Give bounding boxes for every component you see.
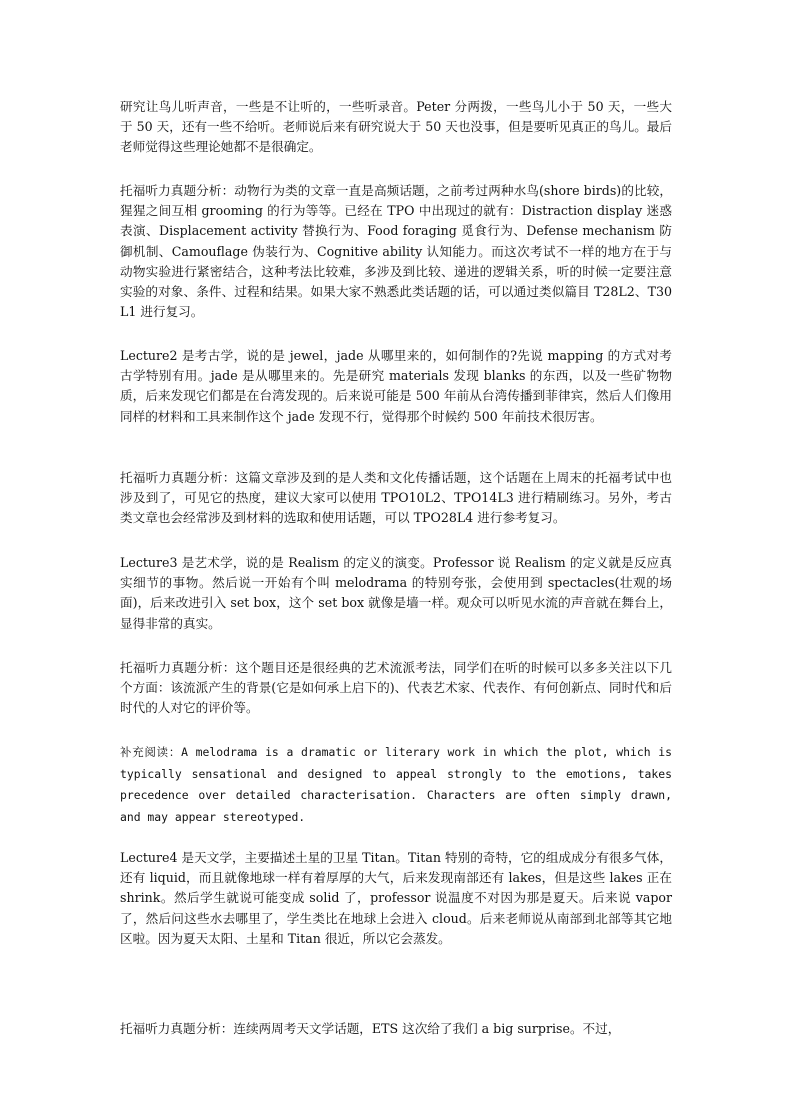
paragraph-toefl-analysis-astronomy: 托福听力真题分析：连续两周考天文学话题，ETS 这次给了我们 a big surprise。不过， <box>120 1021 621 1036</box>
paragraph-supplementary-reading: 补充阅读：A melodrama is a dramatic or literary work in which the plot, which is typically sensational and designed to appeal strongly to the emotions, takes precedence over detailed characterisation. Characters are often simply drawn, and may appear stereotyped. <box>120 745 672 824</box>
paragraph-lecture3-art: Lecture3 是艺术学，说的是 Realism 的定义的演变。Professor 说 Realism 的定义就是反应真实细节的事物。然后说一开始有个叫 melodrama 的特别夸张，会使用到 spectacles(壮观的场面)，后来改进引入 set box，这个 set box 就像是墙一样。观众可以听见水流的声音就在舞台上，显得非常的真实。 <box>120 555 672 631</box>
paragraph-toefl-analysis-art: 托福听力真题分析：这个题目还是很经典的艺术流派考法，同学们在听的时候可以多多关注以下几个方面：该流派产生的背景(它是如何承上启下的)、代表艺术家、代表作、有何创新点、同时代和后时代的人对它的评价等。 <box>120 660 672 716</box>
paragraph-toefl-analysis-culture: 托福听力真题分析：这篇文章涉及到的是人类和文化传播话题，这个话题在上周末的托福考试中也涉及到了，可见它的热度，建议大家可以使用 TPO10L2、TPO14L3 进行精刷练习。另外，考古类文章也会经常涉及到材料的选取和使用话题，可以 TPO28L4 进行参考复习。 <box>120 470 672 526</box>
paragraph-lecture4-astronomy: Lecture4 是天文学，主要描述土星的卫星 Titan。Titan 特别的奇特，它的组成成分有很多气体，还有 liquid，而且就像地球一样有着厚厚的大气，后来发现南部还有 lakes，但是这些 lakes 正在 shrink。然后学生就说可能变成 solid 了，professor 说温度不对因为那是夏天。后来说 vapor 了，然后问这些水去哪里了，学生类比在地球上会进入 cloud。后来老师说从南部到北部等其它地区啦。因为夏天太阳、土星和 Titan 很近，所以它会蒸发。 <box>120 850 672 946</box>
paragraph-lecture2-archaeology: Lecture2 是考古学，说的是 jewel，jade 从哪里来的，如何制作的?先说 mapping 的方式对考古学特别有用。jade 是从哪里来的。先是研究 materials 发现 blanks 的东西，以及一些矿物物质，后来发现它们都是在台湾发现的。后来说可能是 500 年前从台湾传播到菲律宾，然后人们像用同样的材料和工具来制作这个 jade 发现不行，觉得那个时候约 500 年前技术很厉害。 <box>120 348 672 424</box>
paragraph-toefl-analysis-animal-behavior: 托福听力真题分析：动物行为类的文章一直是高频话题，之前考过两种水鸟(shore birds)的比较，猩猩之间互相 grooming 的行为等等。已经在 TPO 中出现过的就有：Distraction display 迷惑表演、Displacement activity 替换行为、Food foraging 觅食行为、Defense mechanism 防御机制、Camouflage 伪装行为、Cognitive ability 认知能力。而这次考试不一样的地方在于与动物实验进行紧密结合，这种考法比较难，多涉及到比较、递进的逻辑关系，听的时候一定要注意实验的对象、条件、过程和结果。如果大家不熟悉此类话题的话，可以通过类似篇目 T28L2、T30L1 进行复习。 <box>120 183 672 320</box>
paragraph-bird-song-study: 研究让鸟儿听声音，一些是不让听的，一些听录音。Peter 分两拨，一些鸟儿小于 50 天，一些大于 50 天，还有一些不给听。老师说后来有研究说大于 50 天也没事，但是要听见真正的鸟儿。最后老师觉得这些理论她都不是很确定。 <box>120 99 672 155</box>
